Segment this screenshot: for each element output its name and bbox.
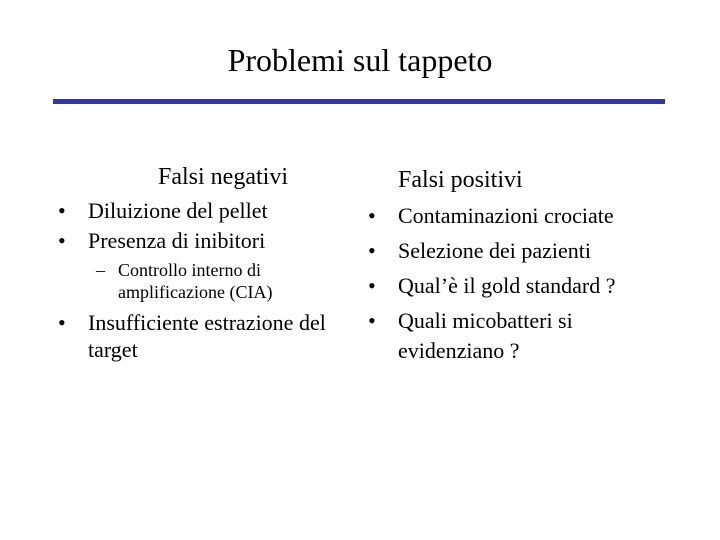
bullet-icon: • <box>368 273 376 298</box>
list-item-text: target <box>88 337 138 362</box>
bullet-icon: • <box>58 228 66 253</box>
list-item-text: Insufficiente estrazione del <box>88 310 326 335</box>
slide-title: Problemi sul tappeto <box>227 42 493 78</box>
list-item-text: Qual’è il gold standard ? <box>398 273 616 298</box>
bullet-icon: • <box>368 203 376 228</box>
bullet-icon: • <box>58 310 66 335</box>
heading-falsi-negativi: Falsi negativi <box>158 164 288 190</box>
heading-falsi-positivi: Falsi positivi <box>398 167 523 193</box>
bullet-icon: • <box>368 308 376 333</box>
dash-icon: – <box>96 260 105 280</box>
list-item-text: evidenziano ? <box>398 338 520 363</box>
list-item-text: Presenza di inibitori <box>88 228 266 253</box>
list-item-text: Quali micobatteri si <box>398 308 573 333</box>
bullet-icon: • <box>368 238 376 263</box>
sub-list-item-text: amplificazione (CIA) <box>118 282 273 302</box>
sub-list-item-text: Controllo interno di <box>118 260 261 280</box>
list-item-text: Contaminazioni crociate <box>398 203 614 228</box>
list-item-text: Diluizione del pellet <box>88 198 268 223</box>
title-divider <box>53 99 665 104</box>
bullet-icon: • <box>58 198 66 223</box>
list-item-text: Selezione dei pazienti <box>398 238 592 263</box>
